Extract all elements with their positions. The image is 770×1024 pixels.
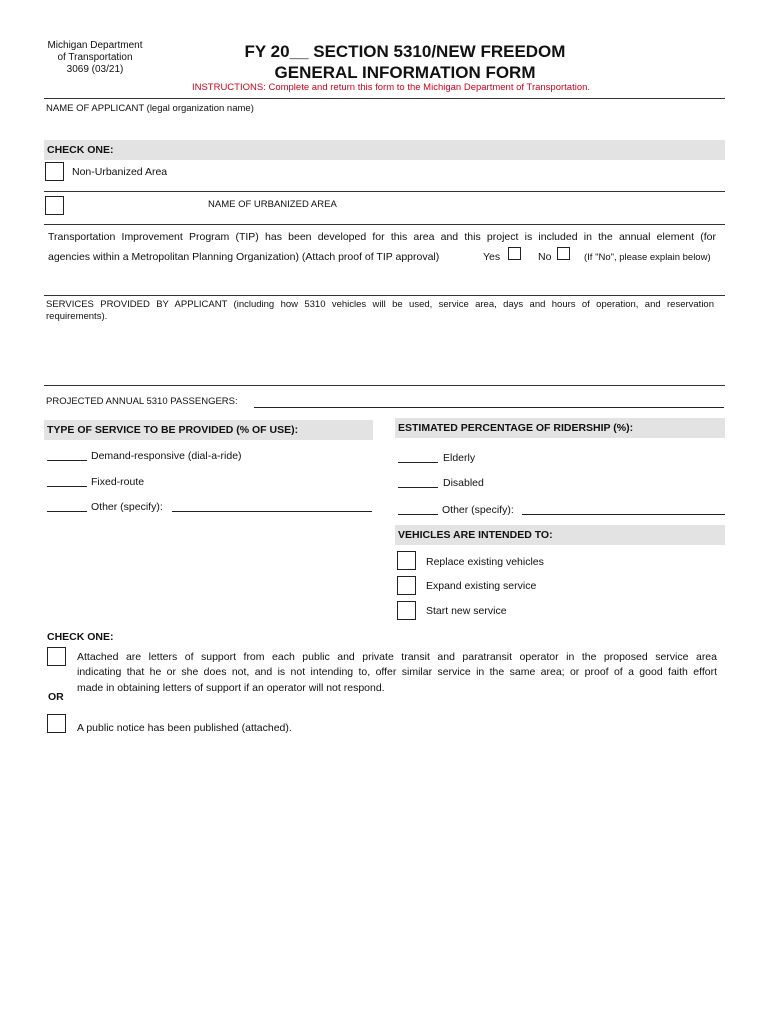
replace-vehicles-checkbox[interactable]: [397, 551, 416, 570]
start-service-checkbox[interactable]: [397, 601, 416, 620]
passengers-label: PROJECTED ANNUAL 5310 PASSENGERS:: [46, 396, 238, 407]
form-number: 3069 (03/21): [66, 64, 124, 75]
start-service-label: Start new service: [426, 605, 507, 617]
replace-vehicles-label: Replace existing vehicles: [426, 556, 544, 568]
support-check-heading: CHECK ONE:: [47, 631, 114, 643]
applicant-name-label: NAME OF APPLICANT (legal organization name): [46, 103, 254, 114]
urbanized-area-label: NAME OF URBANIZED AREA: [208, 199, 337, 210]
expand-service-checkbox[interactable]: [397, 576, 416, 595]
urbanized-area-field[interactable]: [200, 196, 725, 220]
department-name: Michigan Department: [47, 40, 143, 51]
tip-yes-label: Yes: [483, 251, 501, 263]
tip-yes-checkbox[interactable]: [508, 247, 521, 260]
elderly-label: Elderly: [443, 452, 476, 464]
other-service-percent-field[interactable]: [47, 502, 87, 512]
non-urbanized-label: Non-Urbanized Area: [72, 166, 168, 178]
disabled-label: Disabled: [443, 477, 484, 489]
divider: [44, 98, 725, 99]
letters-of-support-text-cont: indicating that he or she does not, and is not intending to, offer similar service in the same area; or proof of a good faith effort: [77, 666, 717, 678]
or-label: OR: [48, 691, 64, 703]
other-service-label: Other (specify):: [91, 501, 163, 513]
department-subname: of Transportation: [57, 52, 133, 63]
form-title: [190, 41, 620, 83]
urbanized-checkbox[interactable]: [45, 196, 64, 215]
expand-service-label: Expand existing service: [426, 580, 537, 592]
area-check-heading: CHECK ONE:: [44, 140, 725, 160]
divider: [44, 191, 725, 192]
divider: [44, 385, 725, 386]
tip-no-label: No: [538, 251, 552, 263]
applicant-name-field[interactable]: [44, 104, 725, 138]
fixed-route-percent-field[interactable]: [47, 477, 87, 487]
service-type-heading: TYPE OF SERVICE TO BE PROVIDED (% OF USE):: [44, 420, 373, 440]
services-label-cont: requirements).: [46, 311, 108, 322]
letters-of-support-text-end: made in obtaining letters of support if an operator will not respond.: [77, 682, 385, 694]
letters-of-support-text: Attached are letters of support from each public and private transit and paratransit operator in the proposed service area: [77, 651, 717, 663]
other-service-specify-field[interactable]: [172, 502, 372, 512]
passengers-field[interactable]: [254, 396, 724, 408]
public-notice-checkbox[interactable]: [47, 714, 66, 733]
form-title-line1: FY 20__ SECTION 5310/NEW FREEDOM: [244, 42, 566, 61]
services-label: SERVICES PROVIDED BY APPLICANT (including how 5310 vehicles will be used, service area, days and hours of operation, and reservation: [46, 299, 714, 310]
fixed-route-label: Fixed-route: [91, 476, 145, 488]
elderly-percent-field[interactable]: [398, 453, 438, 463]
other-ridership-percent-field[interactable]: [398, 505, 438, 515]
tip-statement-cont: agencies within a Metropolitan Planning Organization) (Attach proof of TIP approval): [48, 251, 440, 263]
other-ridership-label: Other (specify):: [442, 504, 514, 516]
tip-no-note: (If "No", please explain below): [584, 252, 711, 263]
department-block: [40, 40, 150, 76]
vehicles-heading: VEHICLES ARE INTENDED TO:: [395, 525, 725, 545]
non-urbanized-checkbox[interactable]: [45, 162, 64, 181]
divider: [44, 224, 725, 225]
demand-responsive-label: Demand-responsive (dial-a-ride): [91, 450, 242, 462]
tip-statement: Transportation Improvement Program (TIP) has been developed for this area and this project is included in the annual element (for: [48, 231, 716, 243]
other-ridership-specify-field[interactable]: [522, 505, 725, 515]
demand-responsive-percent-field[interactable]: [47, 451, 87, 461]
ridership-heading: ESTIMATED PERCENTAGE OF RIDERSHIP (%):: [395, 418, 725, 438]
disabled-percent-field[interactable]: [398, 478, 438, 488]
tip-no-checkbox[interactable]: [557, 247, 570, 260]
instructions: INSTRUCTIONS: Complete and return this form to the Michigan Department of Transportation.: [191, 82, 591, 93]
services-field[interactable]: [44, 324, 725, 382]
public-notice-label: A public notice has been published (attached).: [77, 722, 292, 734]
form-title-line2: GENERAL INFORMATION FORM: [274, 63, 536, 82]
letters-of-support-checkbox[interactable]: [47, 647, 66, 666]
divider: [44, 295, 725, 296]
